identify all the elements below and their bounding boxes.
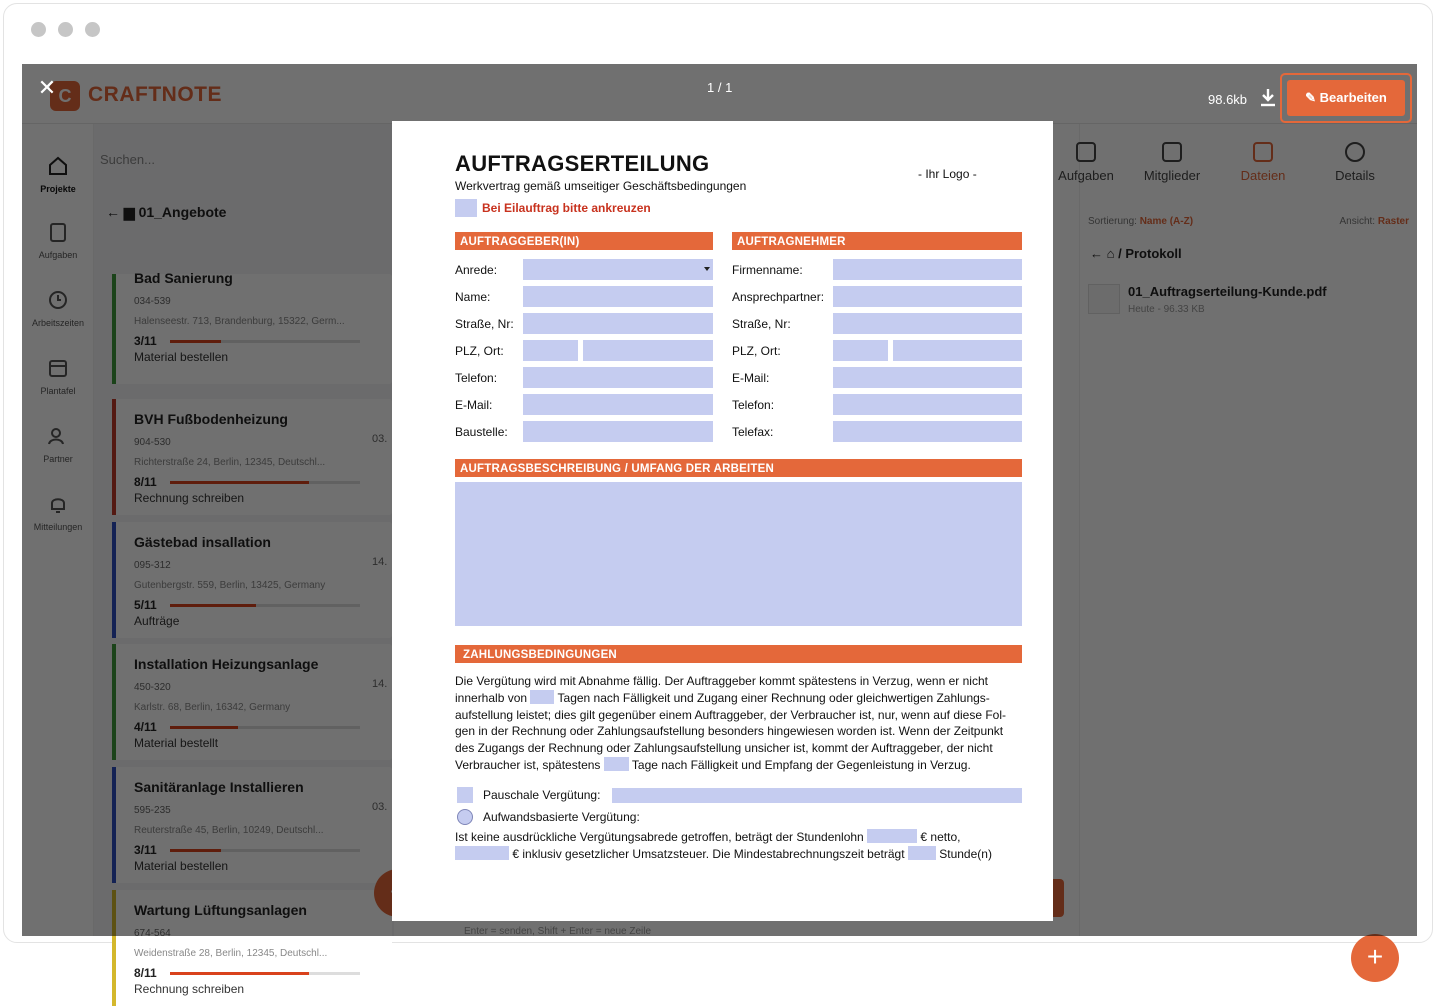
payment-text: Tage nach Fälligkeit und Empfang der Gegenleistung in Verzug.: [631, 757, 971, 772]
contractor-field-label: Ansprechpartner:: [732, 290, 825, 304]
payment-days-field[interactable]: [530, 690, 554, 704]
payment-line: gen in der Rechnung oder Zahlungsaufstellung besonders hingewiesen worden ist. Wenn der Zeitpunkt: [455, 724, 1004, 739]
client-field-label: Telefon:: [455, 371, 498, 385]
craftnote-app: [22, 64, 1417, 996]
document-subtitle: Werkvertrag gemäß umseitiger Geschäftsbedingungen: [455, 179, 747, 193]
effort-text: Ist keine ausdrückliche Vergütungsabrede getroffen, beträgt der Stundenlohn: [455, 830, 864, 844]
effort-text: Stunde(n): [939, 847, 992, 861]
window-close-control[interactable]: [31, 22, 46, 37]
contractor-field-label: E-Mail:: [732, 371, 770, 385]
pdf-page: [392, 121, 1053, 921]
client-field-label: Straße, Nr:: [455, 317, 514, 331]
client-phone-field[interactable]: [523, 367, 713, 388]
logo-placeholder: - Ihr Logo -: [918, 167, 977, 181]
description-section-header: AUFTRAGSBESCHREIBUNG / UMFANG DER ARBEITEN: [455, 459, 1022, 477]
effort-line: [455, 846, 1035, 863]
client-field-label: Name:: [455, 290, 491, 304]
plus-icon: +: [1366, 941, 1384, 972]
contractor-zip-field[interactable]: [833, 340, 888, 361]
effort-text: € inklusiv gesetzlicher Umsatzsteuer. Die Mindestabrechnungszeit beträgt: [512, 847, 905, 861]
contractor-field-label: Straße, Nr:: [732, 317, 791, 331]
urgent-label: Bei Eilauftrag bitte ankreuzen: [482, 201, 651, 215]
payment-line: aufstellung leistet; dies gilt gegenüber einem Auftraggeber, der Verbraucher ist, nur, wenn auf diese Fol-: [455, 707, 1007, 722]
add-file-button[interactable]: [1351, 934, 1399, 982]
effort-line: [455, 829, 1035, 846]
contractor-email-field[interactable]: [833, 367, 1022, 388]
payment-text: Tagen nach Fälligkeit und Zugang einer Rechnung oder gleichwertigen Zahlungs-: [557, 690, 990, 705]
contractor-field-label: PLZ, Ort:: [732, 344, 781, 358]
contractor-field-label: Firmenname:: [732, 263, 803, 277]
flat-fee-label: Pauschale Vergütung:: [483, 788, 601, 802]
client-field-label: PLZ, Ort:: [455, 344, 504, 358]
document-title: AUFTRAGSERTEILUNG: [455, 151, 710, 176]
contractor-phone-field[interactable]: [833, 394, 1022, 415]
project-progress-bar: [170, 972, 360, 975]
file-size: 98.6kb: [1208, 92, 1248, 107]
client-field-label: Anrede:: [455, 263, 498, 277]
client-street-field[interactable]: [523, 313, 713, 334]
window-maximize-control[interactable]: [85, 22, 100, 37]
effort-radio[interactable]: [457, 809, 473, 825]
client-zip-field[interactable]: [523, 340, 578, 361]
contractor-field-label: Telefon:: [732, 398, 775, 412]
pencil-icon: ✎: [1305, 90, 1320, 105]
contractor-field-label: Telefax:: [732, 425, 774, 439]
payment-line: Die Vergütung wird mit Abnahme fällig. Der Auftraggeber kommt spätestens in Verzug, wenn er nicht: [455, 674, 988, 688]
effort-text: € netto,: [920, 830, 961, 844]
client-section-header: AUFTRAGGEBER(IN): [455, 232, 713, 250]
client-salutation-select[interactable]: [523, 259, 713, 280]
payment-section-header: ZAHLUNGSBEDINGUNGEN: [455, 645, 1022, 663]
hourly-rate-field[interactable]: [867, 829, 917, 843]
default-days-field[interactable]: [604, 757, 629, 771]
window-minimize-control[interactable]: [58, 22, 73, 37]
client-field-label: E-Mail:: [455, 398, 493, 412]
close-icon: ✕: [37, 76, 57, 101]
flat-fee-field[interactable]: [612, 788, 1022, 803]
contractor-company-field[interactable]: [833, 259, 1022, 280]
project-address: Weidenstraße 28, Berlin, 12345, Deutschl...: [134, 948, 328, 959]
contractor-fax-field[interactable]: [833, 421, 1022, 442]
browser-window: [3, 3, 1433, 996]
close-viewer-button[interactable]: [36, 78, 58, 100]
contractor-street-field[interactable]: [833, 313, 1022, 334]
contractor-contact-field[interactable]: [833, 286, 1022, 307]
payment-line: [455, 690, 1027, 707]
client-email-field[interactable]: [523, 394, 713, 415]
min-hours-field[interactable]: [908, 846, 936, 860]
contractor-city-field[interactable]: [893, 340, 1022, 361]
client-field-label: Baustelle:: [455, 425, 508, 439]
payment-text: innerhalb von: [455, 690, 528, 705]
payment-line: [455, 757, 1027, 774]
client-name-field[interactable]: [523, 286, 713, 307]
payment-terms-text: [455, 673, 1027, 774]
effort-terms-text: [455, 829, 1035, 863]
payment-line: des Zugangs der Rechnung oder Zahlungsaufstellung unsicher ist, kommt der Auftraggeber, der nicht: [455, 741, 993, 756]
flat-fee-checkbox[interactable]: [457, 787, 473, 803]
project-status: Rechnung schreiben: [134, 982, 245, 996]
gross-rate-field[interactable]: [455, 846, 509, 860]
edit-label: Bearbeiten: [1319, 90, 1387, 105]
effort-label: Aufwandsbasierte Vergütung:: [483, 810, 640, 824]
project-progress: 8/11: [134, 966, 157, 980]
edit-button[interactable]: [1287, 80, 1405, 116]
urgent-checkbox[interactable]: [455, 199, 477, 217]
description-textarea[interactable]: [455, 482, 1022, 626]
client-site-field[interactable]: [523, 421, 713, 442]
chevron-down-icon: [704, 267, 710, 271]
client-city-field[interactable]: [583, 340, 713, 361]
payment-text: Verbraucher ist, spätestens: [455, 757, 601, 772]
page-indicator: 1 / 1: [707, 80, 733, 95]
contractor-section-header: AUFTRAGNEHMER: [732, 232, 1022, 250]
download-icon[interactable]: [1259, 88, 1277, 108]
